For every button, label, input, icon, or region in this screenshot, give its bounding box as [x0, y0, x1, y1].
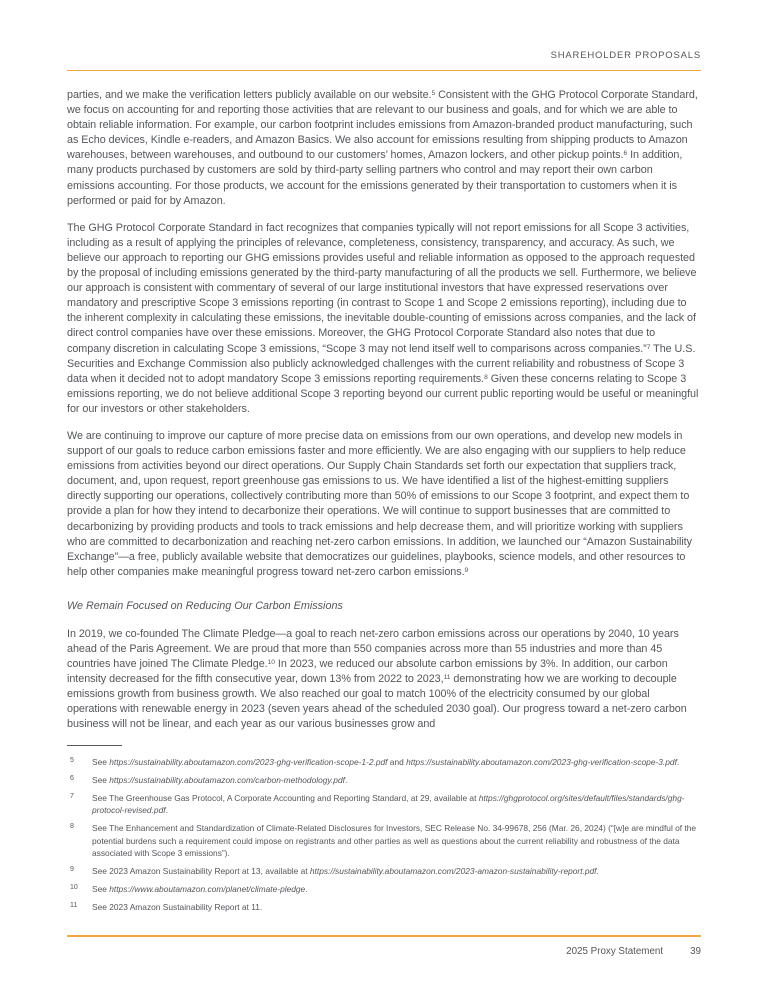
header-divider: [67, 70, 701, 71]
footnote-number: 8: [70, 823, 74, 831]
footer-divider: [67, 935, 701, 937]
footnote-text: See The Enhancement and Standardization of Climate-Related Disclosures for Investors, SEC Release No. 34-99678, 256 (Mar. 26, 2024) (“[w]e are mindful of the potential burdens such a requirement could impose on registrants and other parties as well as questions about the current reliability and robustness of the data associated with Scope 3 emissions”).: [92, 823, 697, 858]
footnote-number: 6: [70, 774, 74, 782]
main-content: [67, 88, 701, 914]
footnote-5: [67, 756, 701, 768]
section-subheading: We Remain Focused on Reducing Our Carbon Emissions: [67, 599, 343, 612]
footer-row: [67, 946, 701, 957]
footnote-divider: [67, 745, 122, 746]
body-paragraph-3: We are continuing to improve our capture of more precise data on emissions from our own operations, and develop new models in support of our goals to reduce carbon emissions faster and more efficiently. We are also engaging with our suppliers to help reduce emissions from activities beyond our direct operations. Our Supply Chain Standards set forth our expectation that suppliers track, document, and, upon request, report greenhouse gas emissions to us. We have identified a list of the highest-emitting suppliers directly supporting our operations, collectively contributing more than 50% of emissions to our Scope 3 footprint, and expect them to provide a plan for how they intend to decarbonize their operations. We will continue to support businesses that are committed to decarbonizing by providing products and tools to track emissions and help decrease them, and will prioritize working with suppliers who are committed to decarbonization and reaching net-zero carbon emissions. In addition, we launched our “Amazon Sustainability Exchange”—a free, publicly available website that democratizes our guidelines, playbooks, science models, and other resources to help other companies make meaningful progress toward net-zero carbon emissions.$^9$: [67, 429, 692, 578]
footnote-number: 11: [70, 902, 78, 910]
footnote-8: [67, 822, 701, 859]
footnote-9: [67, 865, 701, 877]
footer-document-title: 2025 Proxy Statement: [566, 946, 664, 957]
footnote-text: See https://www.aboutamazon.com/planet/climate-pledge.: [92, 884, 308, 895]
footnote-number: 7: [70, 792, 74, 800]
body-paragraph-4: In 2019, we co-founded The Climate Pledge—a goal to reach net-zero carbon emissions across our operations by 2040, 10 years ahead of the Paris Agreement. We are proud that more than 550 companies across more than 55 industries and more than 45 countries have joined The Climate Pledge.$^{10}$ In 2023, we reduced our absolute carbon emissions by 3%. In addition, our carbon intensity decreased for the fifth consecutive year, down 13% from 2022 to 2023,11 demonstrating how we are working to decouple emissions growth from business growth. We also reached our goal to match 100% of the electricity consumed by our global operations with renewable energy in 2023 (seven years ahead of the scheduled 2030 goal). Our progress toward a net-zero carbon business will not be linear, and each year as our various businesses grow and: [67, 627, 687, 731]
footer-page-number: 39: [690, 946, 701, 957]
footnote-10: [67, 883, 701, 895]
section-header-label: SHAREHOLDER PROPOSALS: [550, 50, 701, 61]
footnote-number: 10: [70, 884, 78, 892]
page-header: [67, 50, 701, 61]
footnote-number: 9: [70, 865, 74, 873]
footnote-6: [67, 774, 701, 786]
body-paragraph-2: The GHG Protocol Corporate Standard in fact recognizes that companies typically will not report emissions for all Scope 3 activities, including as a result of applying the principles of relevance, completeness, consistency, transparency, and accuracy. As such, we believe our approach to reporting our GHG emissions provides useful and reliable information as opposed to the approach requested by the proposal of including emissions generated by the third-party manufacturing of all the products we sell. Furthermore, we believe our approach is consistent with commentary of several of our large institutional investors that have expressed reservations over mandatory and prescriptive Scope 3 emissions reporting (in contrast to Scope 1 and Scope 2 emissions reporting), including due to the inherent complexity in calculating these emissions, the inevitable double-counting of emissions across companies, and the lack of direct control companies have over these emissions. Moreover, the GHG Protocol Corporate Standard also notes that due to company discretion in calculating Scope 3 emissions, “Scope 3 may not lend itself well to comparisons across companies.”$^7$ The U.S. Securities and Exchange Commission also publicly acknowledged challenges with the current reliability and robustness of Scope 3 data when it decided not to adopt mandatory Scope 3 emissions reporting requirements.$^8$ Given these concerns relating to Scope 3 emissions reporting, we do not believe additional Scope 3 reporting beyond our current public reporting would be useful or meaningful for our investors or other stakeholders.: [67, 221, 699, 415]
footnote-text: See https://sustainability.aboutamazon.com/carbon-methodology.pdf.: [92, 774, 348, 785]
footnote-text: See 2023 Amazon Sustainability Report at 11.: [92, 902, 263, 913]
footnote-text: See https://sustainability.aboutamazon.com/2023-ghg-verification-scope-1-2.pdf and https://sustainability.aboutamazon.com/2023-ghg-verification-scope-3.pdf.: [92, 756, 680, 767]
footnote-7: [67, 792, 701, 816]
footnote-11: [67, 901, 701, 913]
footnote-text: See The Greenhouse Gas Protocol, A Corporate Accounting and Reporting Standard, at 29, available at https://ghgprotocol.org/sites/default/files/standards/ghg-protocol-revised.pdf.: [92, 792, 685, 816]
footnote-number: 5: [70, 756, 74, 764]
footnotes-section: [67, 756, 701, 914]
body-paragraph-1: parties, and we make the verification letters publicly available on our website.$^5$ Consistent with the GHG Protocol Corporate Standard, we focus on accounting for and reporting those activities that are relevant to our business and goals, and for which we are able to obtain reliable information. For example, our carbon footprint includes emissions from Amazon-branded product manufacturing, such as Echo devices, Kindle e-readers, and Amazon Basics. We also account for emissions resulting from shipping products to Amazon warehouses, between warehouses, and outbound to our customers’ homes, Amazon lockers, and other pickup points.$^6$ In addition, many products purchased by customers are sold by third-party selling partners who control and may report their own carbon emissions accounting. For those products, we account for the emissions generated by their transportation to customers when it is performed or paid for by Amazon.: [67, 89, 698, 207]
page-footer: [67, 935, 701, 957]
footnote-text: See 2023 Amazon Sustainability Report at 13, available at https://sustainability.aboutamazon.com/2023-amazon-sustainability-report.pdf.: [92, 865, 599, 876]
